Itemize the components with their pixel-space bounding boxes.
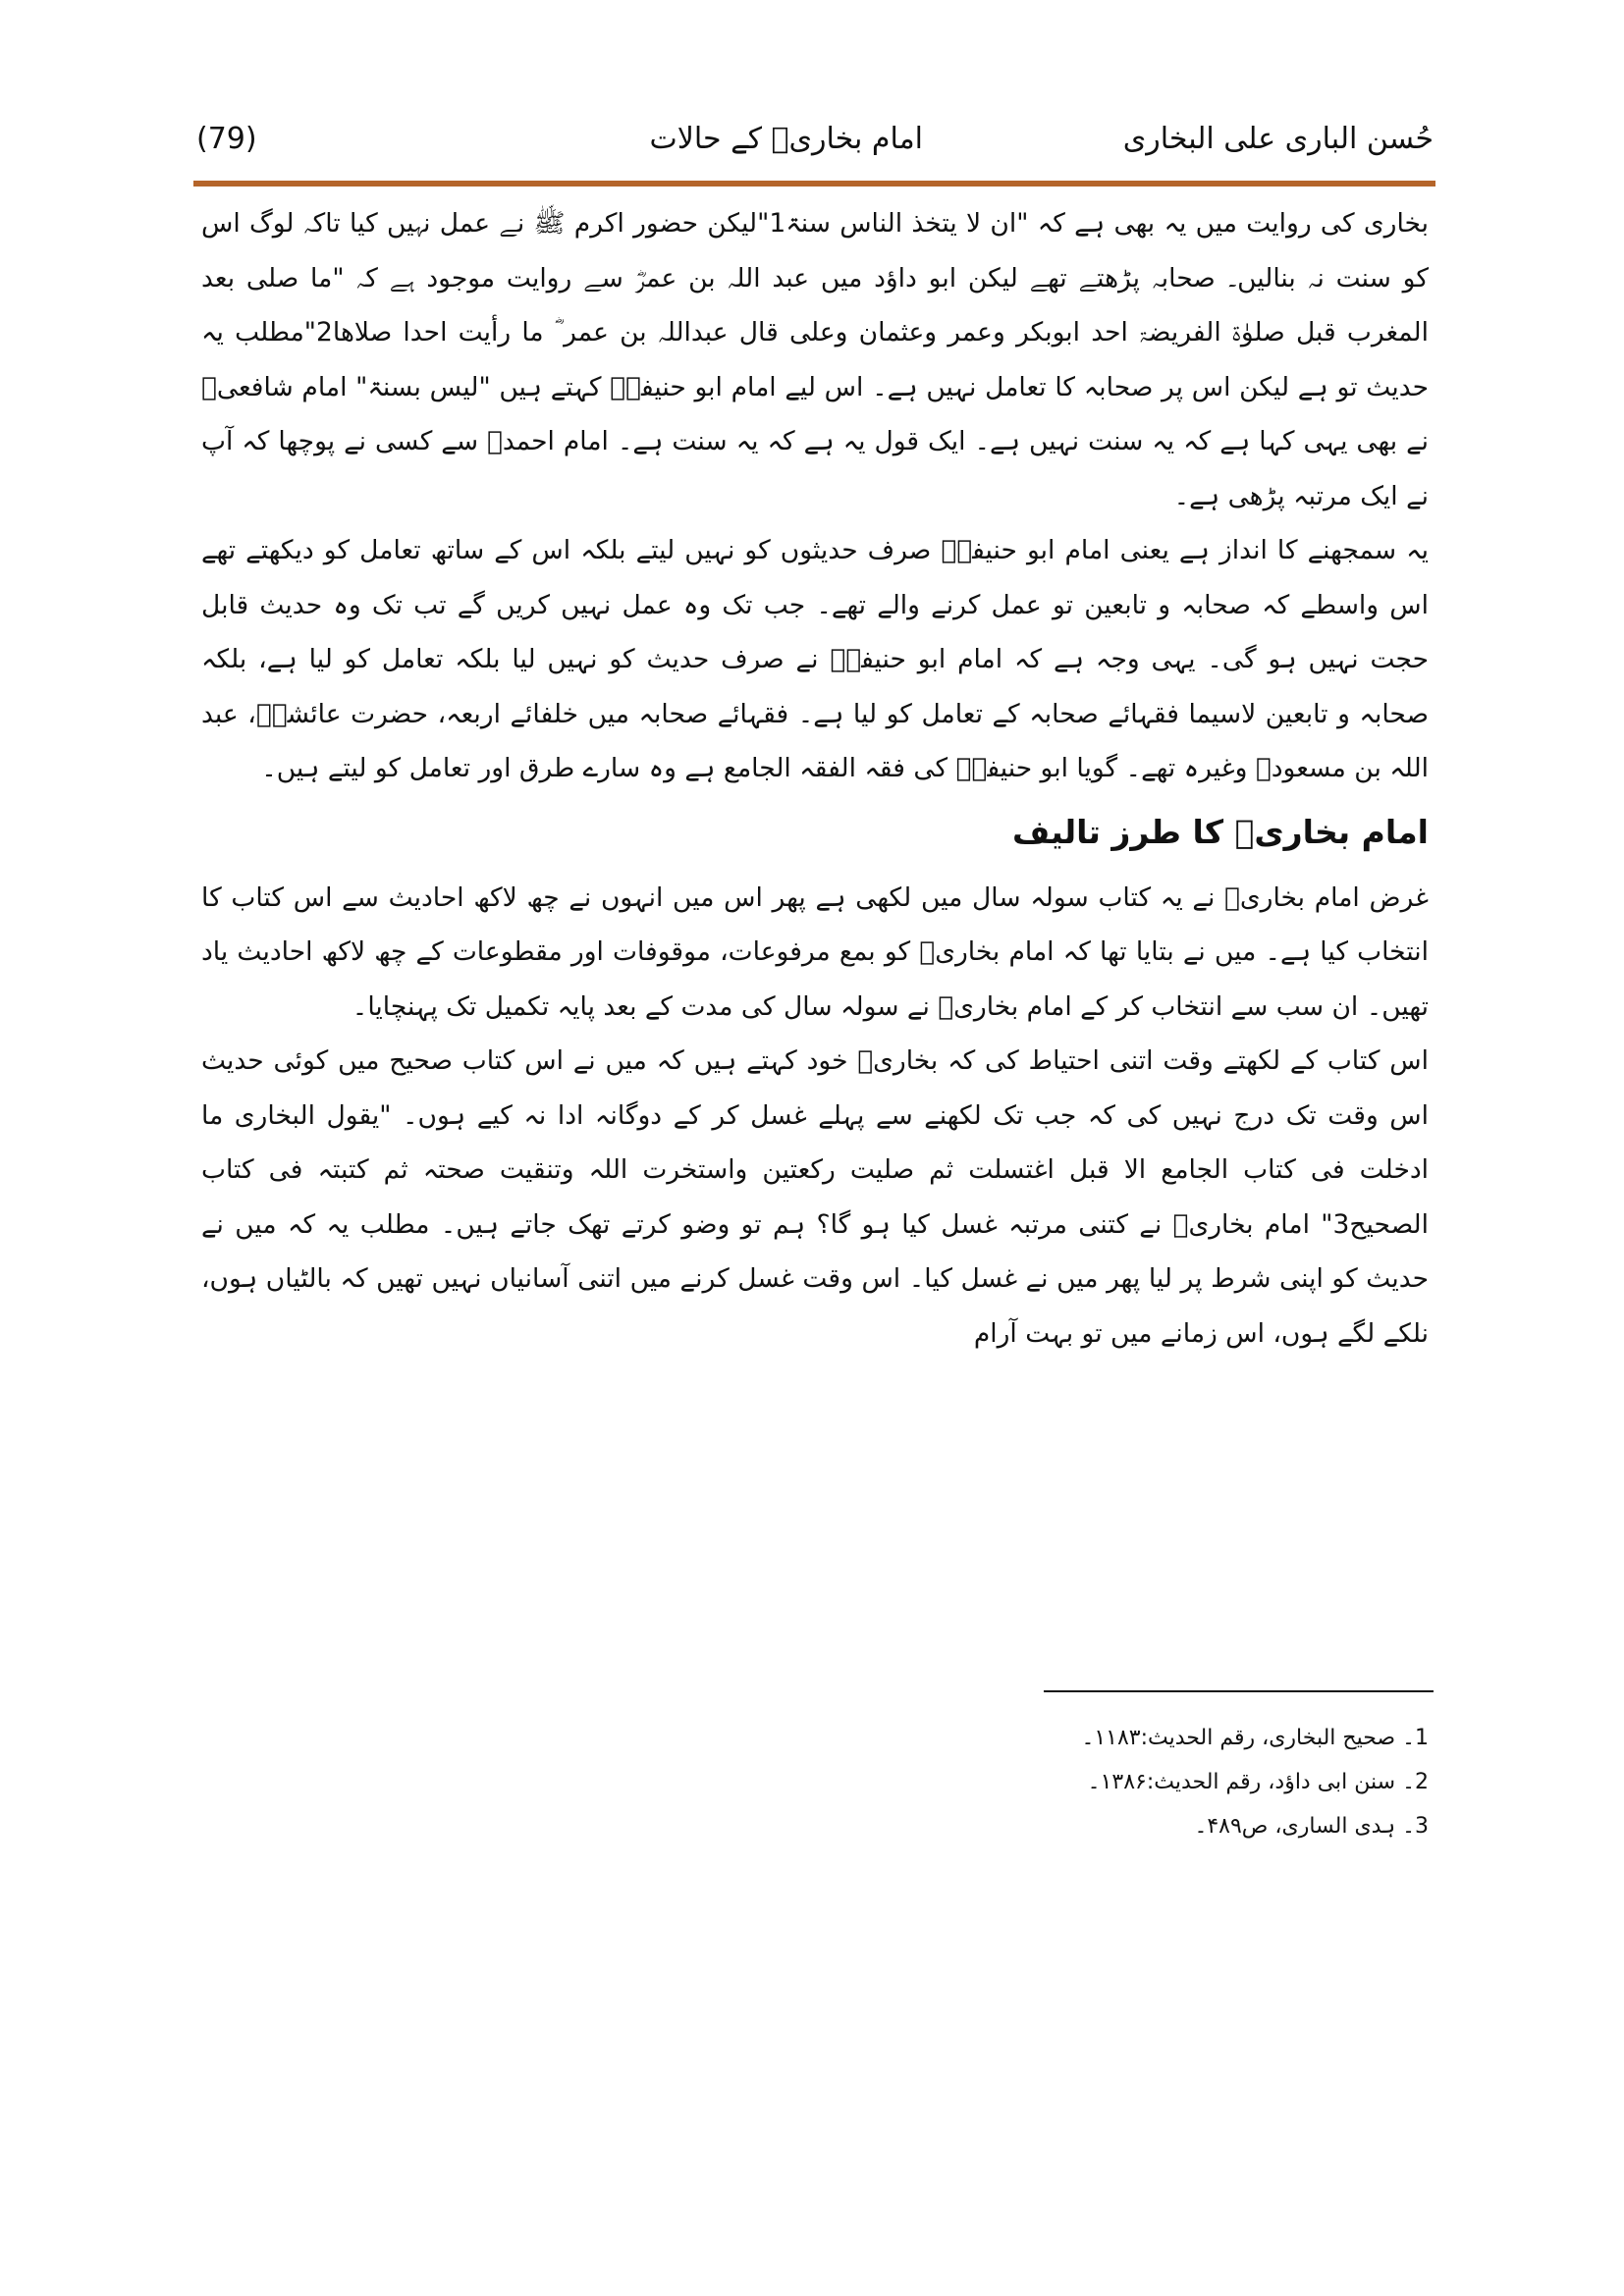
paragraph: غرض امام بخاریؒ نے یہ کتاب سولہ سال میں لکھی ہے پھر اس میں انہوں نے چھ لاکھ احادیث سے اس کتاب کا انتخاب کیا ہے۔ میں نے بتایا تھا کہ امام بخاریؒ کو بمع مرفوعات، موقوفات اور مقطوعات کے چھ لاکھ احادیث یاد تھیں۔ ان سب سے انتخاب کر کے امام بخاریؒ نے سولہ سال کی مدت کے بعد پایہ تکمیل تک پہنچایا۔ (201, 881, 1429, 1022)
page-number: (79) (196, 122, 257, 156)
footnote: 1۔ صحیح البخاری، رقم الحدیث:۱۱۸۳۔ (1081, 1726, 1429, 1750)
footnotes (884, 1716, 1429, 1848)
book-title: حُسن الباری علی البخاری (1122, 122, 1434, 156)
paragraph: یہ سمجھنے کا انداز ہے یعنی امام ابو حنیفہؒ صرف حدیثوں کو نہیں لیتے بلکہ اس کے ساتھ تعامل کو دیکھتے تھے اس واسطے کہ صحابہ و تابعین تو عمل کرنے والے تھے۔ جب تک وہ عمل نہیں کریں گے تب تک وہ حدیث قابل حجت نہیں ہو گی۔ یہی وجہ ہے کہ امام ابو حنیفہؒ نے صرف حدیث کو نہیں لیا بلکہ تعامل کو لیا ہے، بلکہ صحابہ و تابعین لاسیما فقہائے صحابہ کے تعامل کو لیا ہے۔ فقہائے صحابہ میں خلفائے اربعہ، حضرت عائشہؓ، عبد اللہ بن مسعودؓ وغیرہ تھے۔ گویا ابو حنیفہؒ کی فقہ الفقہ الجامع ہے وہ سارے طرق اور تعامل کو لیتے ہیں۔ (201, 535, 1429, 783)
paragraph: بخاری کی روایت میں یہ بھی ہے کہ "ان لا یتخذ الناس سنۃ1"لیکن حضور اکرم ﷺ نے عمل نہیں کیا تاکہ لوگ اس کو سنت نہ بنالیں۔ صحابہ پڑھتے تھے لیکن ابو داؤد میں عبد اللہ بن عمرؓ سے روایت موجود ہے کہ "ما صلی بعد المغرب قبل صلوٰۃ الفریضۃ احد ابوبکر وعمر وعثمان وعلی قال عبداللہ بن عمر ؓ ما رأیت احدا صلاھا2"مطلب یہ حدیث تو ہے لیکن اس پر صحابہ کا تعامل نہیں ہے۔ اس لیے امام ابو حنیفہؒ کہتے ہیں "لیس بسنۃ" امام شافعیؒ نے بھی یہی کہا ہے کہ یہ سنت نہیں ہے۔ ایک قول یہ ہے کہ یہ سنت ہے۔ امام احمدؒ سے کسی نے پوچھا کہ آپ نے ایک مرتبہ پڑھی ہے۔ (201, 208, 1430, 511)
footnote-separator (1044, 1690, 1434, 1692)
header-rule (193, 181, 1435, 187)
paragraph: اس کتاب کے لکھتے وقت اتنی احتیاط کی کہ بخاریؒ خود کہتے ہیں کہ میں نے اس کتاب صحیح میں کوئی حدیث اس وقت تک درج نہیں کی کہ جب تک لکھنے سے پہلے غسل کر کے دوگانہ ادا نہ کیے ہوں۔ "یقول البخاری ما ادخلت فی کتاب الجامع الا قبل اغتسلت ثم صلیت رکعتین واستخرت اللہ وتنقیت صحتہ ثم کتبتہ فی کتاب الصحیح3" امام بخاریؒ نے کتنی مرتبہ غسل کیا ہو گا؟ ہم تو وضو کرتے تھک جاتے ہیں۔ مطلب یہ کہ میں نے حدیث کو اپنی شرط پر لیا پھر میں نے غسل کیا۔ اس وقت غسل کرنے میں اتنی آسانیاں نہیں تھیں کہ بالٹیاں ہوں، نلکے لگے ہوں، اس زمانے میں تو بہت آرام (201, 1045, 1429, 1349)
chapter-title: امام بخاریؒ کے حالات (649, 122, 923, 156)
body-text (201, 196, 1429, 1361)
footnote: 2۔ سنن ابی داؤد، رقم الحدیث:۱۳۸۶۔ (1087, 1770, 1429, 1794)
running-header (196, 116, 1434, 175)
section-heading: امام بخاریؒ کا طرز تالیف (1011, 812, 1429, 851)
footnote: 3۔ ہدی الساری، ص۴۸۹۔ (1194, 1814, 1429, 1839)
